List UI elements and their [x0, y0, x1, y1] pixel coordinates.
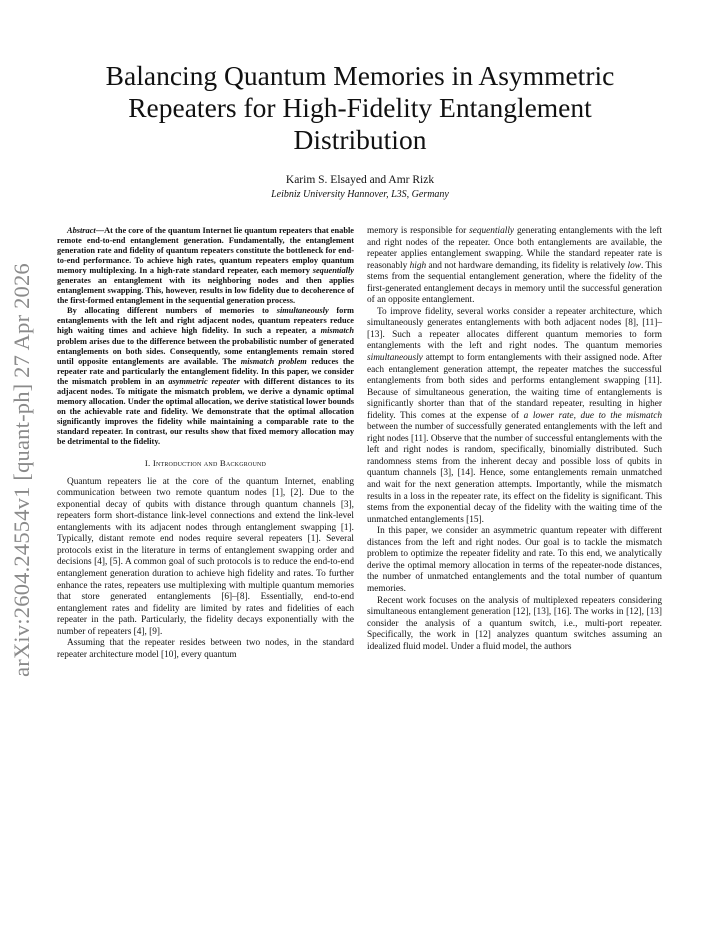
- abstract-text: By allocating different numbers of memories to: [67, 306, 277, 316]
- body-paragraph: Assuming that the repeater resides between two nodes, in the standard repeater architecture model [10], every quantum: [57, 638, 354, 660]
- body-text: between the number of successfully generated entanglements with the left and right nodes [11]. Observe that the number of successful entanglements with the left and right nodes is random, specifically, binomially distributed. Such randomness stems from the inherent decay and possible loss of qubits in quantum channels [3], [14]. Hence, some entanglements remain unmatched and wait for the next generation attempts. Importantly, while the mismatch results in a loss in the repeater rate, its effect on the fidelity is significant. This stems from the exponential decay of the fidelity with the waiting time of the unmatched entanglements [15].: [367, 422, 662, 525]
- abstract-emphasis: simultaneously: [276, 306, 329, 316]
- abstract-emphasis: mismatch problem: [240, 356, 307, 366]
- body-text: . This stems from the sequential entanglement generation, where the fidelity of the first-generated entanglement decays in memory until the successful generation of an opposite entanglement.: [367, 260, 662, 306]
- body-text: memory is responsible for: [367, 226, 470, 236]
- abstract-label: Abstract: [67, 226, 96, 235]
- section-number: I.: [144, 458, 153, 469]
- abstract-emphasis: mismatch: [320, 326, 354, 336]
- arxiv-identifier: arXiv:2604.24554v1 [quant-ph] 27 Apr 2026: [9, 263, 34, 677]
- abstract-emphasis: asymmetric repeater: [168, 376, 240, 386]
- body-emphasis: a lower rate, due to the mismatch: [523, 410, 662, 421]
- body-emphasis: low: [627, 260, 641, 271]
- abstract-text: form entanglements with the left and right adjacent nodes, quantum repeaters reduce high waiting times and achieve high fidelity. In such a repeater, a: [57, 306, 354, 336]
- body-paragraph: [367, 307, 662, 526]
- right-column: [367, 226, 662, 653]
- body-text: and not hardware demanding, its fidelity is relatively: [426, 260, 628, 271]
- body-paragraph: In this paper, we consider an asymmetric quantum repeater with different distances from the left and right nodes. Our goal is to tackle the mismatch problem to optimize the repeater fidelity and rate. To this end, we analytically derive the optimal memory allocation in terms of the repeater-node distances, the number of unmatched entanglements and the total number of quantum memories.: [367, 526, 662, 594]
- authors: Karim S. Elsayed and Amr Rizk: [285, 174, 435, 186]
- arxiv-side-banner: [2, 250, 42, 690]
- title-line: Distribution: [293, 124, 427, 155]
- affiliation: Leibniz University Hannover, L3S, Germany: [271, 189, 449, 200]
- body-paragraph: Quantum repeaters lie at the core of the quantum Internet, enabling communication between two remote quantum nodes [1], [2]. Due to the exponential decay of qubits with distance through quantum channels [3], repeaters form short-distance link-level connections and extend the link-level entanglements with its adjacent nodes through entanglement swapping [1]. Typically, distant remote end nodes require several repeaters [1]. Several protocols exist in the literature in terms of entanglement swapping order and decisions [4], [5]. A common goal of such protocols is to reduce the end-to-end entanglement generation duration to achieve high fidelity and rates. To further enhance the rates, repeaters use multiplexing with multiple quantum memories that store generated entanglements [6]–[8]. Essentially, end-to-end entanglement rates and fidelity are limited by rates and fidelities of each repeater in the path. Particularly, the fidelity decays exponentially with the number of repeaters [4], [9].: [57, 476, 354, 637]
- body-text: attempt to form entanglements with their assigned node. After each entanglement generation attempt, the repeater matches the successful entanglements from both sides and performs entanglement swapping [11]. Because of simultaneous generation, the waiting time of entanglements is significantly shorter than that of the standard repeater, resulting in higher fidelity. This comes at the expense of: [367, 353, 662, 421]
- body-paragraph: Recent work focuses on the analysis of multiplexed repeaters considering simultaneous entanglement generation [12], [13], [16]. The works in [12], [13] consider the analysis of a quantum switch, i.e., multi-port repeater. Specifically, the work in [12] analyzes quantum switches assuming an idealized fluid model. Under a fluid model, the authors: [367, 595, 662, 652]
- body-emphasis: sequentially: [469, 226, 515, 236]
- title-line: Repeaters for High-Fidelity Entanglement: [128, 92, 592, 123]
- body-emphasis: high: [409, 260, 427, 271]
- body-paragraph: [367, 226, 662, 307]
- abstract-paragraph: [57, 226, 354, 306]
- abstract-text: problem arises due to the difference between the probabilistic number of generated entanglements on both sides. Consequently, some entanglements remain stored until opposite entanglements are available. The: [57, 336, 354, 366]
- body-text: To improve fidelity, several works consider a repeater architecture, which simultaneously generates entanglements with both adjacent nodes [8], [11]–[13]. Such a repeater allocates different quantum memories to form entanglements with the left and right nodes. The quantum memories: [367, 306, 662, 352]
- paper-title: [60, 60, 660, 156]
- abstract-text: generates an entanglement with its neighboring nodes and then applies entanglement swapping. This, however, results in low fidelity due to decoherence of the first-formed entanglement in the sequential generation process.: [57, 276, 354, 306]
- abstract-text: with different distances to its adjacent nodes. To mitigate the mismatch problem, we derive a dynamic optimal memory allocation. Under the optimal allocation, we derive statistical lower bounds on the achievable rate and fidelity. We demonstrate that the optimal allocation significantly improves the fidelity while maintaining a comparable rate to the standard repeater. In contrast, our results show that fixed memory allocation may be detrimental to the fidelity.: [57, 376, 354, 446]
- title-line: Balancing Quantum Memories in Asymmetric: [105, 60, 615, 91]
- section-title: Introduction and Background: [152, 458, 267, 469]
- abstract-text: —At the core of the quantum Internet lie quantum repeaters that enable remote end-to-end entanglement generation. Fundamentally, the entanglement generation rate and fidelity of quantum repeaters constitute the bottleneck for end-to-end performance. To achieve high rates, quantum repeaters employ quantum memory multiplexing. In a high-rate standard repeater, each memory: [57, 226, 354, 276]
- body-emphasis: simultaneously: [367, 353, 423, 364]
- abstract-emphasis: sequentially: [312, 266, 354, 276]
- abstract-paragraph: [57, 306, 354, 447]
- abstract-text: reduces the repeater rate and particularly the entanglement fidelity. In this paper, we consider the mismatch problem in an: [57, 356, 354, 386]
- body-text: generating entanglements with the left and right nodes of the repeater. Once both entanglements are available, the repeater applies entanglement swapping. While the standard repeater rate is reasonably: [367, 226, 662, 271]
- left-column: [57, 226, 354, 661]
- section-heading: [57, 458, 354, 470]
